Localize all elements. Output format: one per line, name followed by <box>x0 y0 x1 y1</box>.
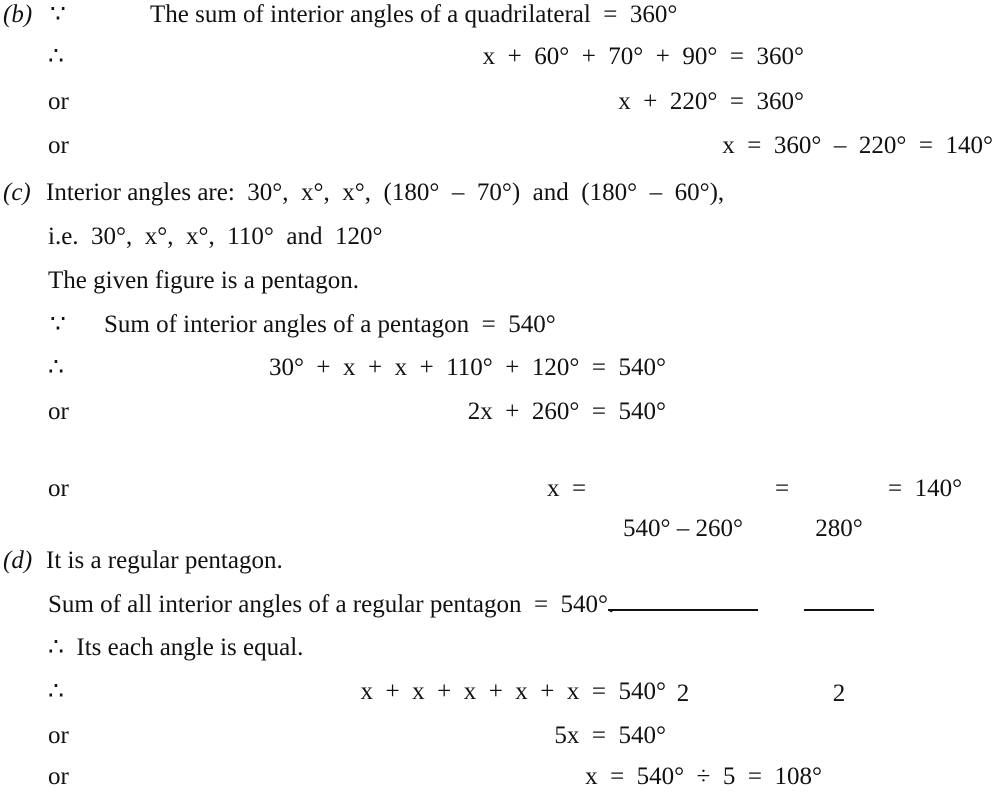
part-c-line-2: i.e. 30°, x°, x°, 110° and 120° <box>48 223 383 250</box>
part-d-or-2: or <box>48 763 69 790</box>
part-c-result: = 140° <box>888 475 963 502</box>
part-d-step-2: 5x = 540° <box>554 722 666 749</box>
part-c-or-2: or <box>48 475 69 502</box>
part-b-label: (b) <box>3 1 33 28</box>
part-d-line-2: Sum of all interior angles of a regular pentagon = 540°. <box>48 591 615 618</box>
fraction-1-denominator: 2 <box>676 679 690 707</box>
part-b-premise: The sum of interior angles of a quadrilateral = 360° <box>150 1 678 28</box>
part-c-line-1: Interior angles are: 30°, x°, x°, (180° – 70°) and (180° – 60°), <box>46 179 725 206</box>
fraction-2 <box>804 454 874 769</box>
part-c-step-1: 30° + x + x + 110° + 120° = 540° <box>268 354 666 381</box>
part-d-therefore-symbol: ∴ <box>48 678 64 705</box>
part-c-or-1: or <box>48 398 69 425</box>
part-c-label: (c) <box>3 179 31 206</box>
part-b-therefore-symbol: ∴ <box>48 43 64 70</box>
part-c-premise: Sum of interior angles of a pentagon = 540° <box>104 311 556 338</box>
fraction-2-bar <box>804 609 874 611</box>
part-b-because-symbol: ∵ <box>50 1 66 28</box>
part-b-or-2: or <box>48 132 69 159</box>
part-c-line-3: The given figure is a pentagon. <box>48 267 360 294</box>
part-d-label: (d) <box>3 547 33 574</box>
part-d-line-3: ∴ Its each angle is equal. <box>48 634 304 661</box>
part-b-or-1: or <box>48 88 69 115</box>
part-c-therefore-symbol: ∴ <box>48 354 64 381</box>
part-d-step-1: x + x + x + x + x = 540° <box>360 678 666 705</box>
part-c-equals: = <box>775 475 790 502</box>
part-d-or-1: or <box>48 722 69 749</box>
part-c-step-3-lhs: x = <box>547 475 587 502</box>
fraction-1-bar <box>608 609 758 611</box>
fraction-2-denominator: 2 <box>832 679 846 707</box>
part-d-line-1: It is a regular pentagon. <box>46 547 283 574</box>
fraction-2-numerator: 280° <box>815 515 863 542</box>
fraction-1-numerator: 540° – 260° <box>623 515 743 542</box>
part-c-because-symbol: ∵ <box>50 311 66 338</box>
part-d-step-3: x = 540° ÷ 5 = 108° <box>585 763 822 790</box>
part-b-step-3: x = 360° – 220° = 140° <box>722 132 993 159</box>
part-b-step-1: x + 60° + 70° + 90° = 360° <box>482 43 804 70</box>
part-b-step-2: x + 220° = 360° <box>618 88 804 115</box>
part-c-step-2: 2x + 260° = 540° <box>467 398 666 425</box>
